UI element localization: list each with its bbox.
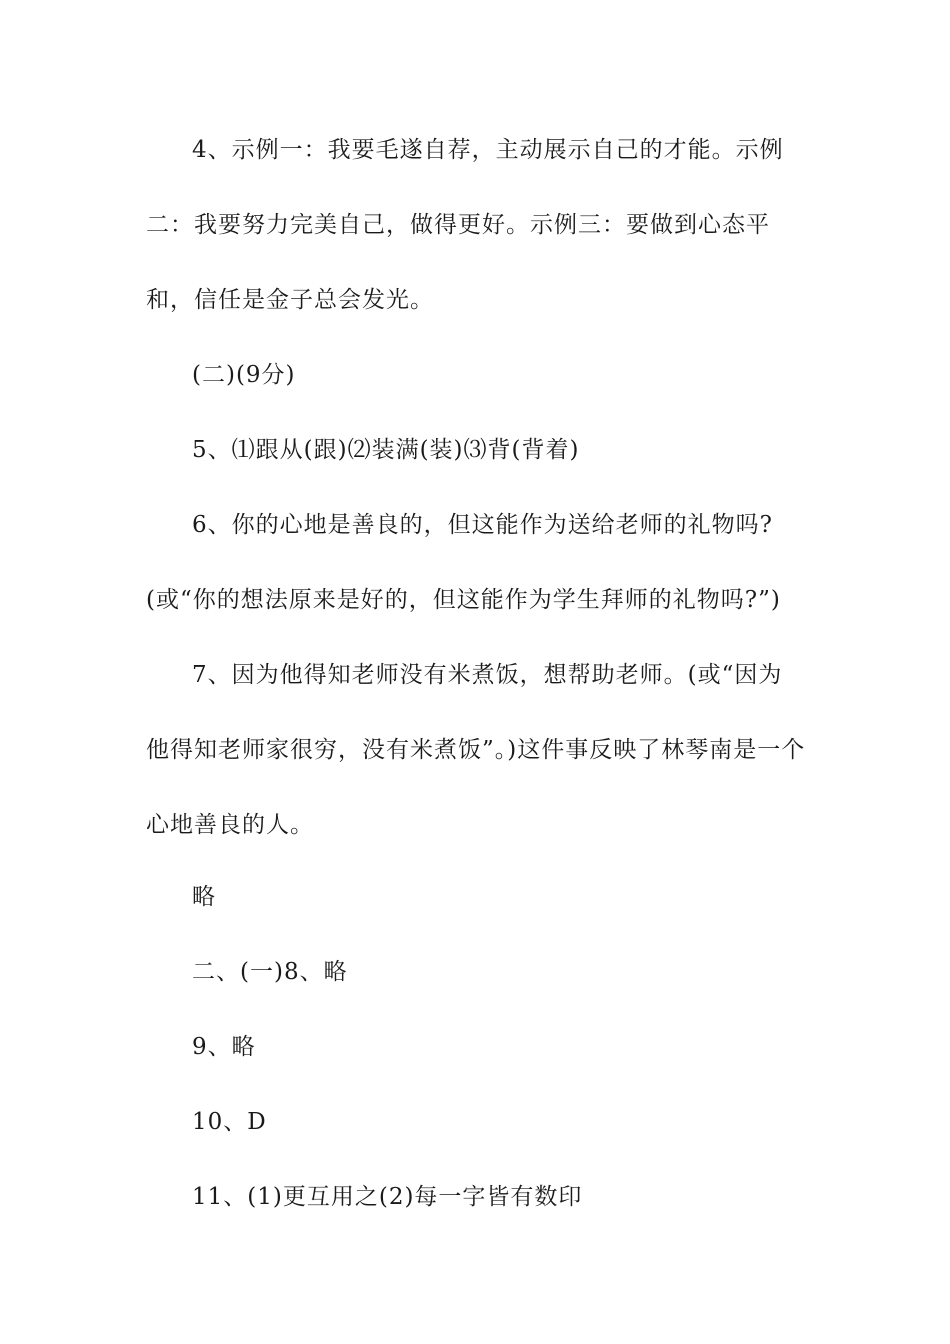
answer-10-paragraph: 10、D (192, 1109, 267, 1135)
answer-4-paragraph: 4、示例一：我要毛遂自荐，主动展示自己的才能。示例二：我要努力完美自己，做得更好。示例三：要做到心态平和，信任是金子总会发光。 (146, 137, 784, 313)
part-2-answer-8-paragraph: 二、(一)8、略 (192, 959, 348, 985)
answer-6-paragraph: 6、你的心地是善良的，但这能作为送给老师的礼物吗?(或“你的想法原来是好的，但这能作为学生拜师的礼物吗?”) (146, 512, 781, 613)
answer-7-paragraph: 7、因为他得知老师没有米煮饭，想帮助老师。(或“因为他得知老师家很穷，没有米煮饭”。)这件事反映了林琴南是一个心地善良的人。 (146, 662, 806, 838)
answer-9-paragraph: 9、略 (192, 1034, 256, 1060)
answer-5-paragraph: 5、⑴跟从(跟)⑵装满(装)⑶背(背着) (192, 437, 580, 463)
omitted-answer-paragraph: 略 (192, 884, 216, 910)
section-2-heading: (二)(9分) (192, 362, 296, 388)
answer-11-paragraph: 11、(1)更互用之(2)每一字皆有数印 (192, 1184, 583, 1210)
